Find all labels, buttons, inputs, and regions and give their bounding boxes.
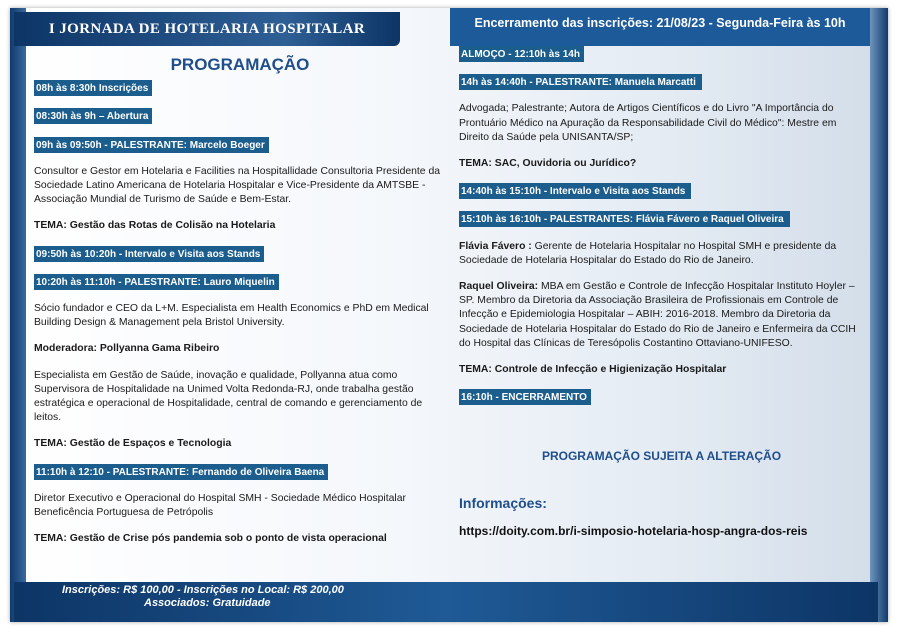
schedule-slot: 11:10h à 12:10 - PALESTRANTE: Fernando de Oliveira Baena (34, 464, 328, 480)
schedule-slot: 15:10h às 16:10h - PALESTRANTES: Flávia Fávero e Raquel Oliveira (459, 211, 790, 227)
speaker-bio: Sócio fundador e CEO da L+M. Especialista em Health Economics e PhD em Medical Building Design & Management pela Bristol University. (34, 303, 429, 329)
info-link[interactable]: https://doity.com.br/i-simposio-hotelaria-hosp-angra-dos-reis (459, 523, 808, 538)
speaker-bio-text: MBA em Gestão e Controle de Infecção Hospitalar Instituto Hoyler – SP. Membro da Diretoria da Associação Brasileira de Profissionais em Controle de Infecção e Epidemiologia Hospitalar – ABIH: 2016-2018. Membro da Diretoria da Sociedade de Hotelaria Hospitalar do Estado do Rio de Janeiro e Enfermeira da CCIH do Hospital das Clínicas de Teresópolis Costantino Ottaviano-UNIFESO. (459, 281, 856, 349)
schedule-slot: ALMOÇO - 12:10h às 14h (459, 46, 584, 62)
schedule-slot: 10:20h às 11:10h - PALESTRANTE: Lauro Miquelin (34, 274, 279, 290)
event-title: I JORNADA DE HOTELARIA HOSPITALAR (14, 12, 400, 46)
moderator-bio: Especialista em Gestão de Saúde, inovação e qualidade, Pollyanna atua como Supervisora de Hospitalidade na Unimed Volta Redonda-RJ, onde trabalha gestão estratégica e operacional de Hospitalidade, central de comando e gerenciamento de leitos. (34, 369, 423, 424)
talk-theme: TEMA: Gestão de Crise pós pandemia sob o ponto de vista operacional (34, 533, 387, 545)
speaker-name: Flávia Fávero : (459, 240, 532, 252)
schedule-slot: 09:50h às 10:20h - Intervalo e Visita aos Stands (34, 246, 264, 262)
schedule-slot: 14h às 14:40h - PALESTRANTE: Manuela Marcatti (459, 74, 702, 90)
right-column (459, 46, 864, 538)
associates-price: Associados: Gratuidade (144, 597, 271, 609)
speaker-bio: Diretor Executivo e Operacional do Hospital SMH - Sociedade Médico Hospitalar Beneficência Portuguesa de Petrópolis (34, 492, 406, 519)
speaker-name: Raquel Oliveira: (459, 281, 539, 293)
talk-theme: TEMA: SAC, Ouvidoria ou Jurídico? (459, 158, 637, 170)
section-title: PROGRAMAÇÃO (170, 55, 310, 74)
schedule-slot: 16:10h - ENCERRAMENTO (459, 389, 591, 405)
prices: Inscrições: R$ 100,00 - Inscrições no Local: R$ 200,00 (62, 584, 344, 596)
schedule-notice: PROGRAMAÇÃO SUJEITA A ALTERAÇÃO (541, 449, 782, 464)
left-column (34, 52, 442, 546)
schedule-slot: 08:30h às 9h – Abertura (34, 108, 152, 124)
schedule-slot: 14:40h às 15:10h - Intervalo e Visita aos Stands (459, 183, 691, 199)
registration-deadline: Encerramento das inscrições: 21/08/23 - Segunda-Feira às 10h (450, 8, 870, 46)
speaker-bio: Advogada; Palestrante; Autora de Artigos Científicos e do Livro "A Importância do Prontuário Médico na Apuração da Responsabilidade Civil do Médico": Mestre em Direito da Saúde pela UNISANTA/SP; (459, 103, 837, 143)
talk-theme: TEMA: Controle de Infecção e Higienização Hospitalar (459, 364, 727, 376)
schedule-slot: 09h às 09:50h - PALESTRANTE: Marcelo Boeger (34, 137, 269, 153)
moderator-name: Moderadora: Pollyanna Gama Ribeiro (34, 343, 220, 355)
talk-theme: TEMA: Gestão de Espaços e Tecnologia (34, 438, 232, 450)
pricing-info (62, 584, 344, 610)
speaker-bio-text: Gerente de Hotelaria Hospitalar no Hospital SMH e presidente da Sociedade de Hotelaria Hospitalar do Estado do Rio de Janeiro. (459, 240, 837, 266)
speaker-bio (459, 240, 864, 268)
speaker-bio (459, 280, 864, 351)
speaker-bio: Consultor e Gestor em Hotelaria e Facilities na Hospitallidade Consultoria Presidente da Sociedade Latino Americana de Hotelaria Hospitalar e Vice-Presidente da AMTSBE - Associação Mundial de Turismo de Saúde e Bem-Estar. (34, 165, 441, 206)
schedule-slot: 08h às 8:30h Inscrições (34, 80, 152, 96)
talk-theme: TEMA: Gestão das Rotas de Colisão na Hotelaria (34, 220, 276, 232)
info-title: Informações: (459, 494, 547, 511)
